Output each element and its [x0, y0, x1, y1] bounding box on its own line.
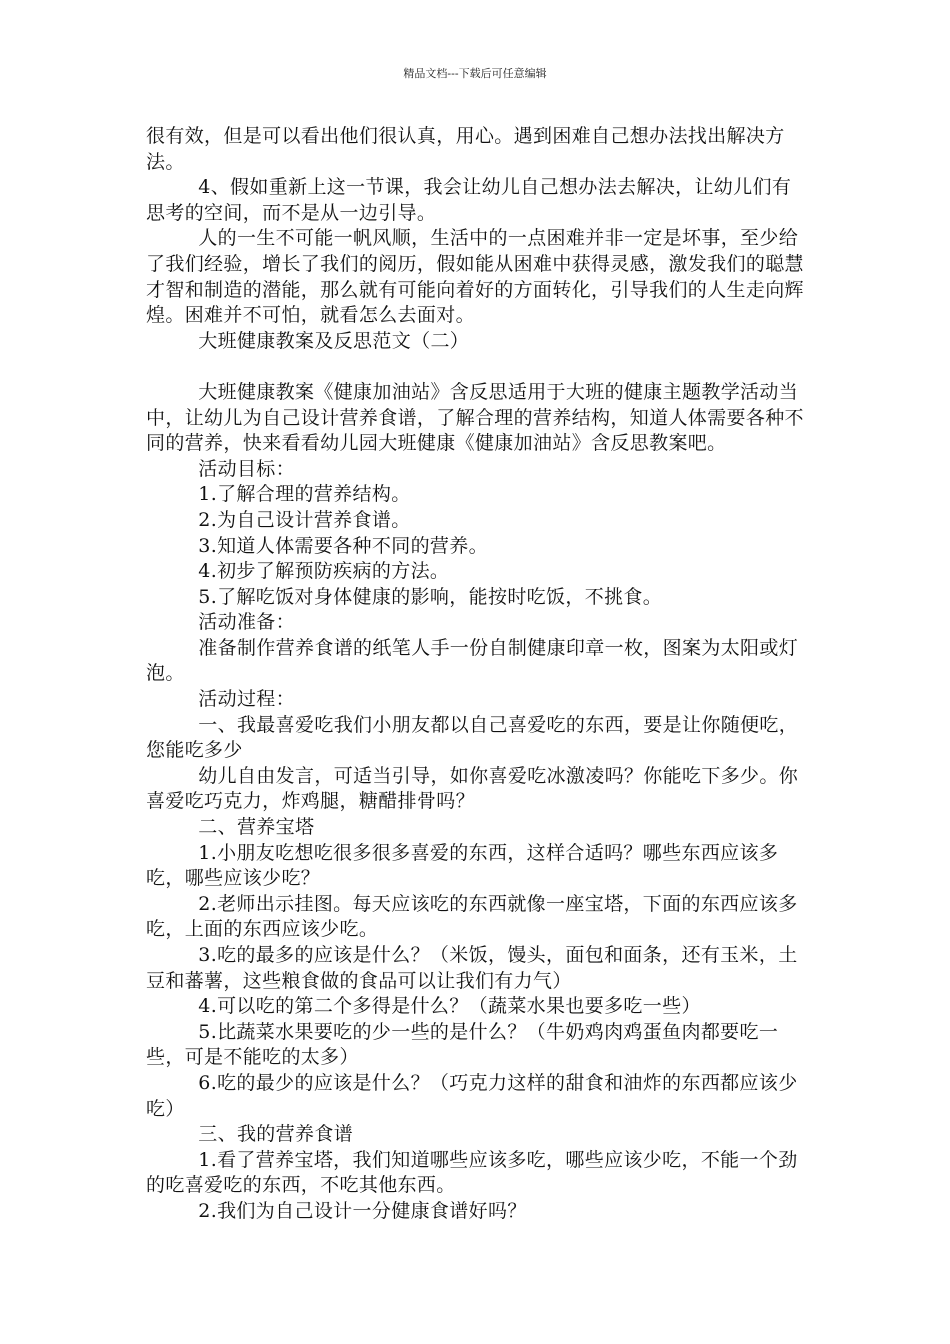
goals-heading: 活动目标： — [198, 457, 296, 480]
step-item: 3.吃的最多的应该是什么？（米饭，馒头，面包和面条，还有玉米，土豆和蕃薯，这些粮食做的食品可以让我们有力气） — [146, 944, 798, 992]
prep-heading: 活动准备： — [198, 611, 296, 634]
page-header: 精品文档---下载后可任意编辑 — [403, 67, 547, 80]
step-note: 幼儿自由发言，可适当引导，如你喜爱吃冰激凌吗？你能吃下多少。你喜爱吃巧克力，炸鸡腿，糖醋排骨吗？ — [146, 764, 799, 813]
step-heading: 三、我的营养食谱 — [198, 1123, 354, 1146]
goal-item: 2.为自己设计营养食谱。 — [198, 508, 411, 531]
step-item: 6.吃的最少的应该是什么？（巧克力这样的甜食和油炸的东西都应该少吃） — [146, 1071, 798, 1120]
step-item: 4.可以吃的第二个多得是什么？（蔬菜水果也要多吃一些） — [198, 995, 701, 1018]
blank-line — [146, 354, 808, 380]
step-item: 5.比蔬菜水果要吃的少一些的是什么？（牛奶鸡肉鸡蛋鱼肉都要吃一些，可是不能吃的太多） — [146, 1020, 779, 1069]
goal-item: 1.了解合理的营养结构。 — [198, 483, 411, 506]
step-item: 2.老师出示挂图。每天应该吃的东西就像一座宝塔，下面的东西应该多吃，上面的东西应该少吃。 — [146, 892, 798, 941]
intro-paragraph: 大班健康教案《健康加油站》含反思适用于大班的健康主题教学活动当中，让幼儿为自己设计营养食谱，了解合理的营养结构，知道人体需要各种不同的营养，快来看看幼儿园大班健康《健康加油站》含反思教案吧。 — [146, 380, 804, 455]
paragraph: 很有效，但是可以看出他们很认真，用心。遇到困难自己想办法找出解决方法。 — [146, 125, 785, 173]
process-heading: 活动过程： — [198, 688, 296, 711]
goal-item: 5.了解吃饭对身体健康的影响，能按时吃饭，不挑食。 — [198, 585, 663, 608]
goal-item: 4.初步了解预防疾病的方法。 — [198, 560, 450, 583]
step-heading: 一、我最喜爱吃我们小朋友都以自己喜爱吃的东西，要是让你随便吃，您能吃多少 — [146, 713, 799, 762]
paragraph: 4、假如重新上这一节课，我会让幼儿自己想办法去解决，让幼儿们有思考的空间，而不是从一边引导。 — [146, 176, 792, 224]
step-heading: 二、营养宝塔 — [198, 816, 315, 839]
step-item: 2.我们为自己设计一分健康食谱好吗？ — [198, 1199, 527, 1222]
step-item: 1.看了营养宝塔，我们知道哪些应该多吃，哪些应该少吃，不能一个劲的吃喜爱吃的东西，不吃其他东西。 — [146, 1148, 798, 1197]
section-title: 大班健康教案及反思范文（二） — [198, 329, 470, 352]
document-body — [146, 124, 808, 1225]
goal-item: 3.知道人体需要各种不同的营养。 — [198, 534, 488, 557]
paragraph: 人的一生不可能一帆风顺，生活中的一点困难并非一定是坏事，至少给了我们经验，增长了我们的阅历，假如能从困难中获得灵感，激发我们的聪慧才智和制造的潜能，那么就有可能向着好的方面转化，引导我们的人生走向辉煌。困难并不可怕，就看怎么去面对。 — [146, 227, 804, 327]
step-item: 1.小朋友吃想吃很多很多喜爱的东西，这样合适吗？哪些东西应该多吃，哪些应该少吃？ — [146, 841, 779, 890]
prep-text: 准备制作营养食谱的纸笔人手一份自制健康印章一枚，图案为太阳或灯泡。 — [146, 636, 799, 685]
